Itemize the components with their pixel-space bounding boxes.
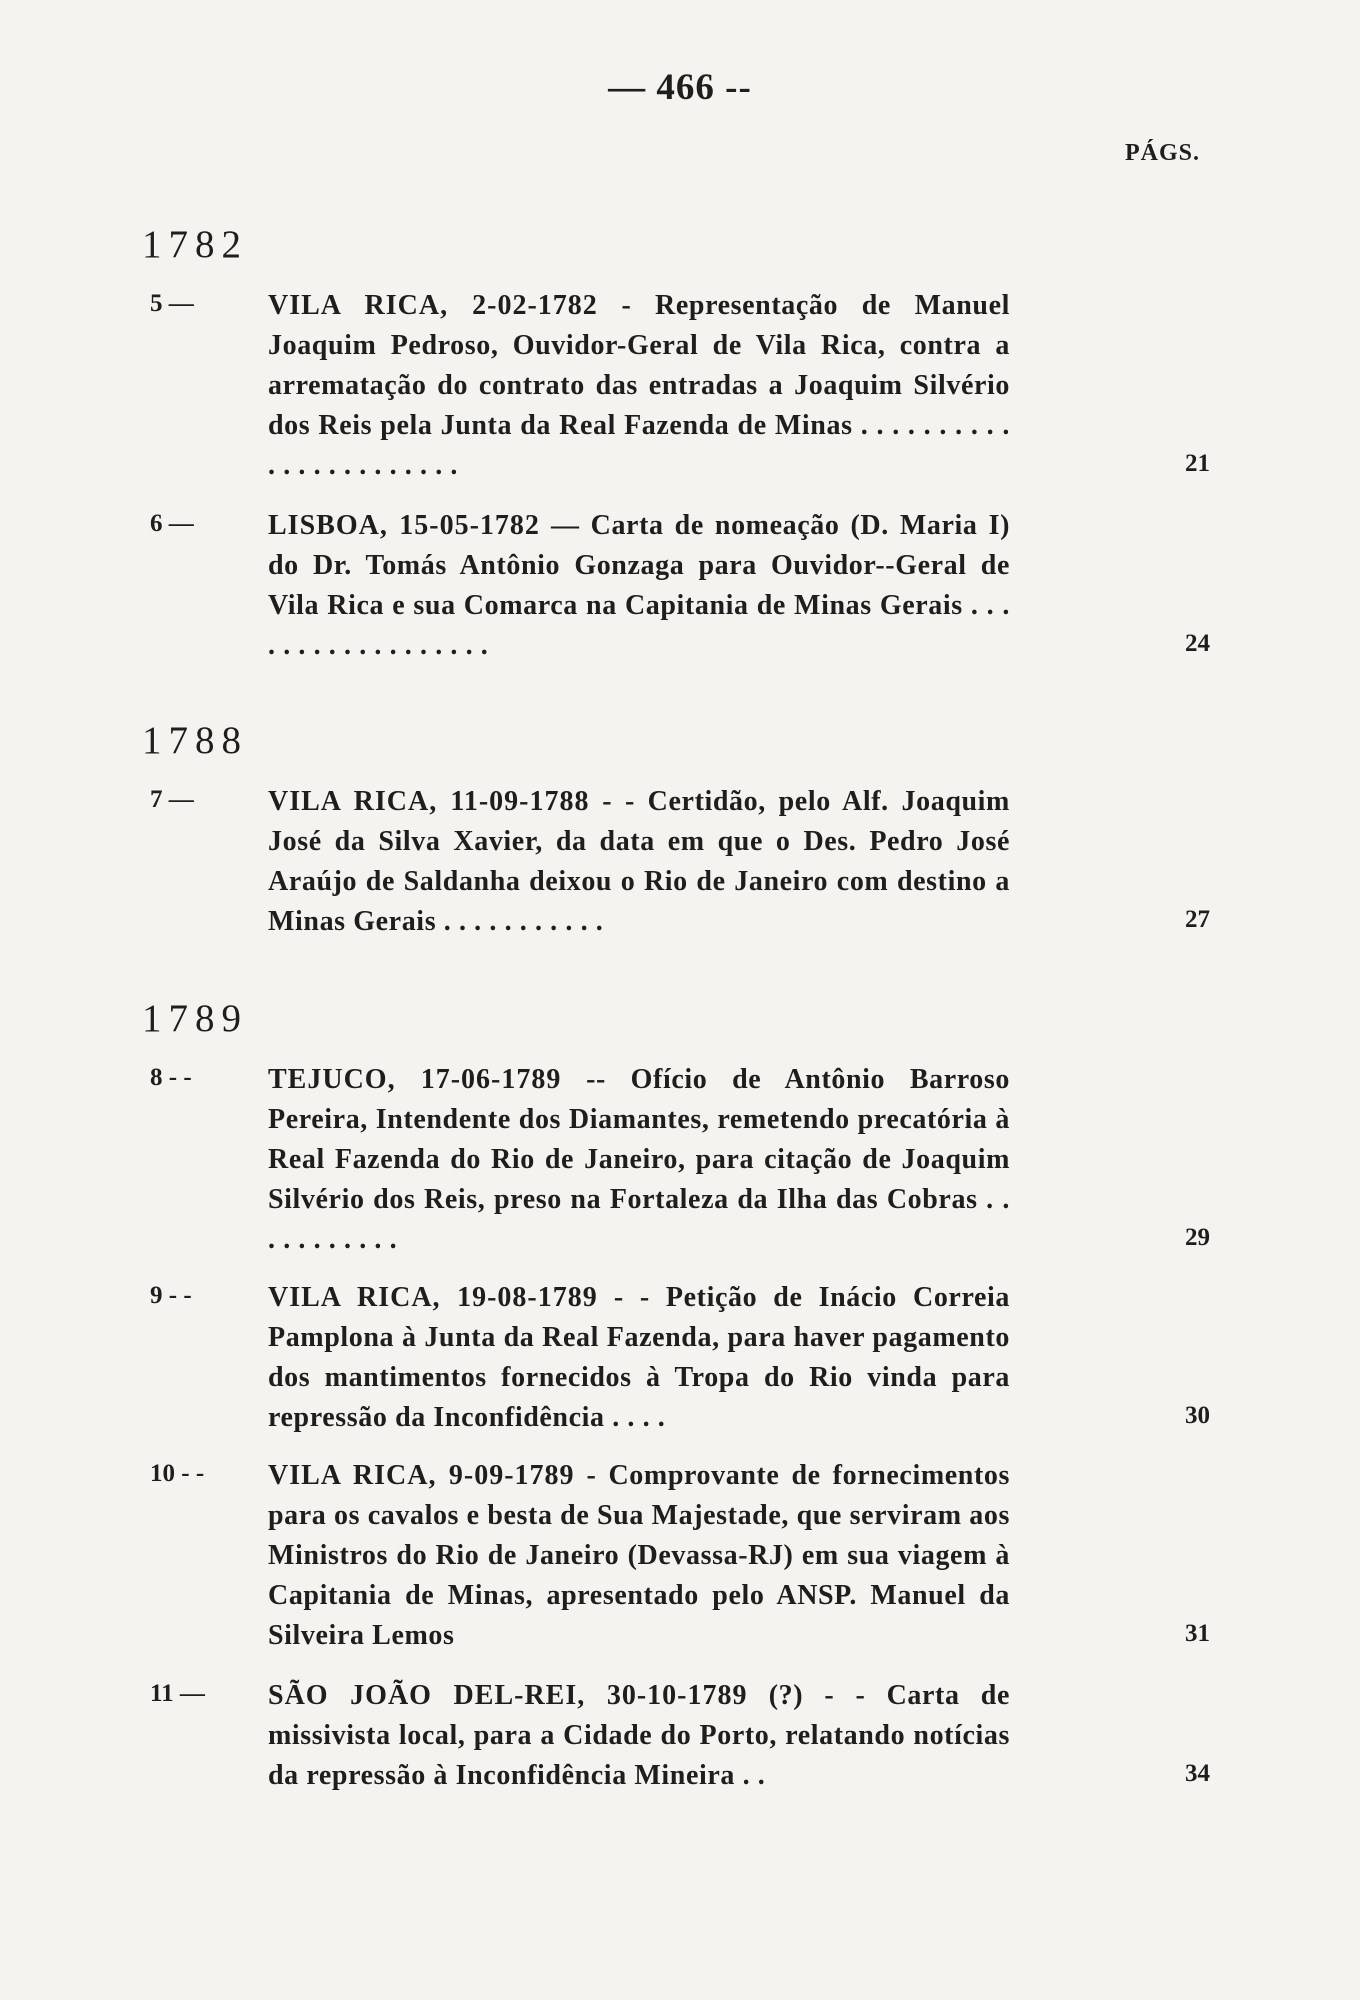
entry-place-date: SÃO JOÃO DEL-REI, 30-10-1789: [268, 1680, 748, 1711]
entry-description: - - Certidão, pelo Alf. Joaquim José da Silva Xavier, da data em que o Des. Pedro José Araújo de Saldanha deixou o Rio de Janeiro com destino a Minas Gerais . . . . . . . . . . .: [268, 786, 1010, 937]
year-heading: 1782: [142, 223, 248, 266]
entry-page-number: 34: [1185, 1760, 1210, 1787]
entry-page-number: 30: [1185, 1402, 1210, 1429]
entry-text: [268, 1676, 1010, 1796]
entry-text: [268, 1278, 1010, 1438]
entry-place-date: VILA RICA, 11-09-1788: [268, 786, 590, 817]
entry-place-date: TEJUCO, 17-06-1789: [268, 1064, 562, 1095]
entry-text: [268, 1060, 1010, 1260]
entry-description: - - Petição de Inácio Correia Pamplona à Junta da Real Fazenda, para haver pagamento dos mantimentos fornecidos à Tropa do Rio vinda para repressão da Inconfidência . . . .: [268, 1282, 1010, 1433]
page-number: — 466 --: [608, 67, 752, 108]
entry-description: - Representação de Manuel Joaquim Pedroso, Ouvidor-Geral de Vila Rica, contra a arrematação do contrato das entradas a Joaquim Silvério dos Reis pela Junta da Real Fazenda de Minas . . . . . . . . . . . . . . . . . . . . . . .: [268, 290, 1010, 481]
entry-place-date: VILA RICA, 19-08-1789: [268, 1282, 598, 1313]
year-heading: 1788: [142, 719, 248, 762]
entry-number: 5 —: [150, 290, 194, 317]
entry-number: 6 —: [150, 510, 194, 537]
entry-page-number: 27: [1185, 906, 1210, 933]
pages-column-label: PÁGS.: [1124, 140, 1200, 166]
entry-place-date: LISBOA, 15-05-1782: [268, 510, 540, 541]
entry-description: (?) - - Carta de missivista local, para a Cidade do Porto, relatando notícias da repressão à Inconfidência Mineira . .: [268, 1680, 1010, 1791]
entry-text: [268, 506, 1010, 666]
entry-number: 11 —: [150, 1680, 205, 1707]
entry-page-number: 24: [1185, 630, 1210, 657]
entry-text: [268, 286, 1010, 486]
entry-page-number: 31: [1185, 1620, 1210, 1647]
entry-description: -- Ofício de Antônio Barroso Pereira, Intendente dos Diamantes, remetendo precatória à Real Fazenda do Rio de Janeiro, para citação de Joaquim Silvério dos Reis, preso na Fortaleza da Ilha das Cobras . . . . . . . . . . .: [268, 1064, 1010, 1255]
entry-description: — Carta de nomeação (D. Maria I) do Dr. Tomás Antônio Gonzaga para Ouvidor--Geral de Vila Rica e sua Comarca na Capitania de Minas Gerais . . . . . . . . . . . . . . . . . .: [268, 510, 1010, 661]
entry-number: 9 - -: [150, 1282, 192, 1309]
entry-place-date: VILA RICA, 2-02-1782: [268, 290, 598, 321]
entry-number: 10 - -: [150, 1460, 205, 1487]
entry-place-date: VILA RICA, 9-09-1789: [268, 1460, 575, 1491]
entry-text: [268, 782, 1010, 942]
entry-number: 7 —: [150, 786, 194, 813]
year-heading: 1789: [142, 997, 248, 1040]
entry-page-number: 21: [1185, 450, 1210, 477]
entry-description: - Comprovante de fornecimentos para os cavalos e besta de Sua Majestade, que serviram aos Ministros do Rio de Janeiro (Devassa-RJ) em sua viagem à Capitania de Minas, apresentado pelo ANSP. Manuel da Silveira Lemos: [268, 1460, 1010, 1651]
entry-number: 8 - -: [150, 1064, 192, 1091]
entry-page-number: 29: [1185, 1224, 1210, 1251]
entry-text: [268, 1456, 1010, 1656]
